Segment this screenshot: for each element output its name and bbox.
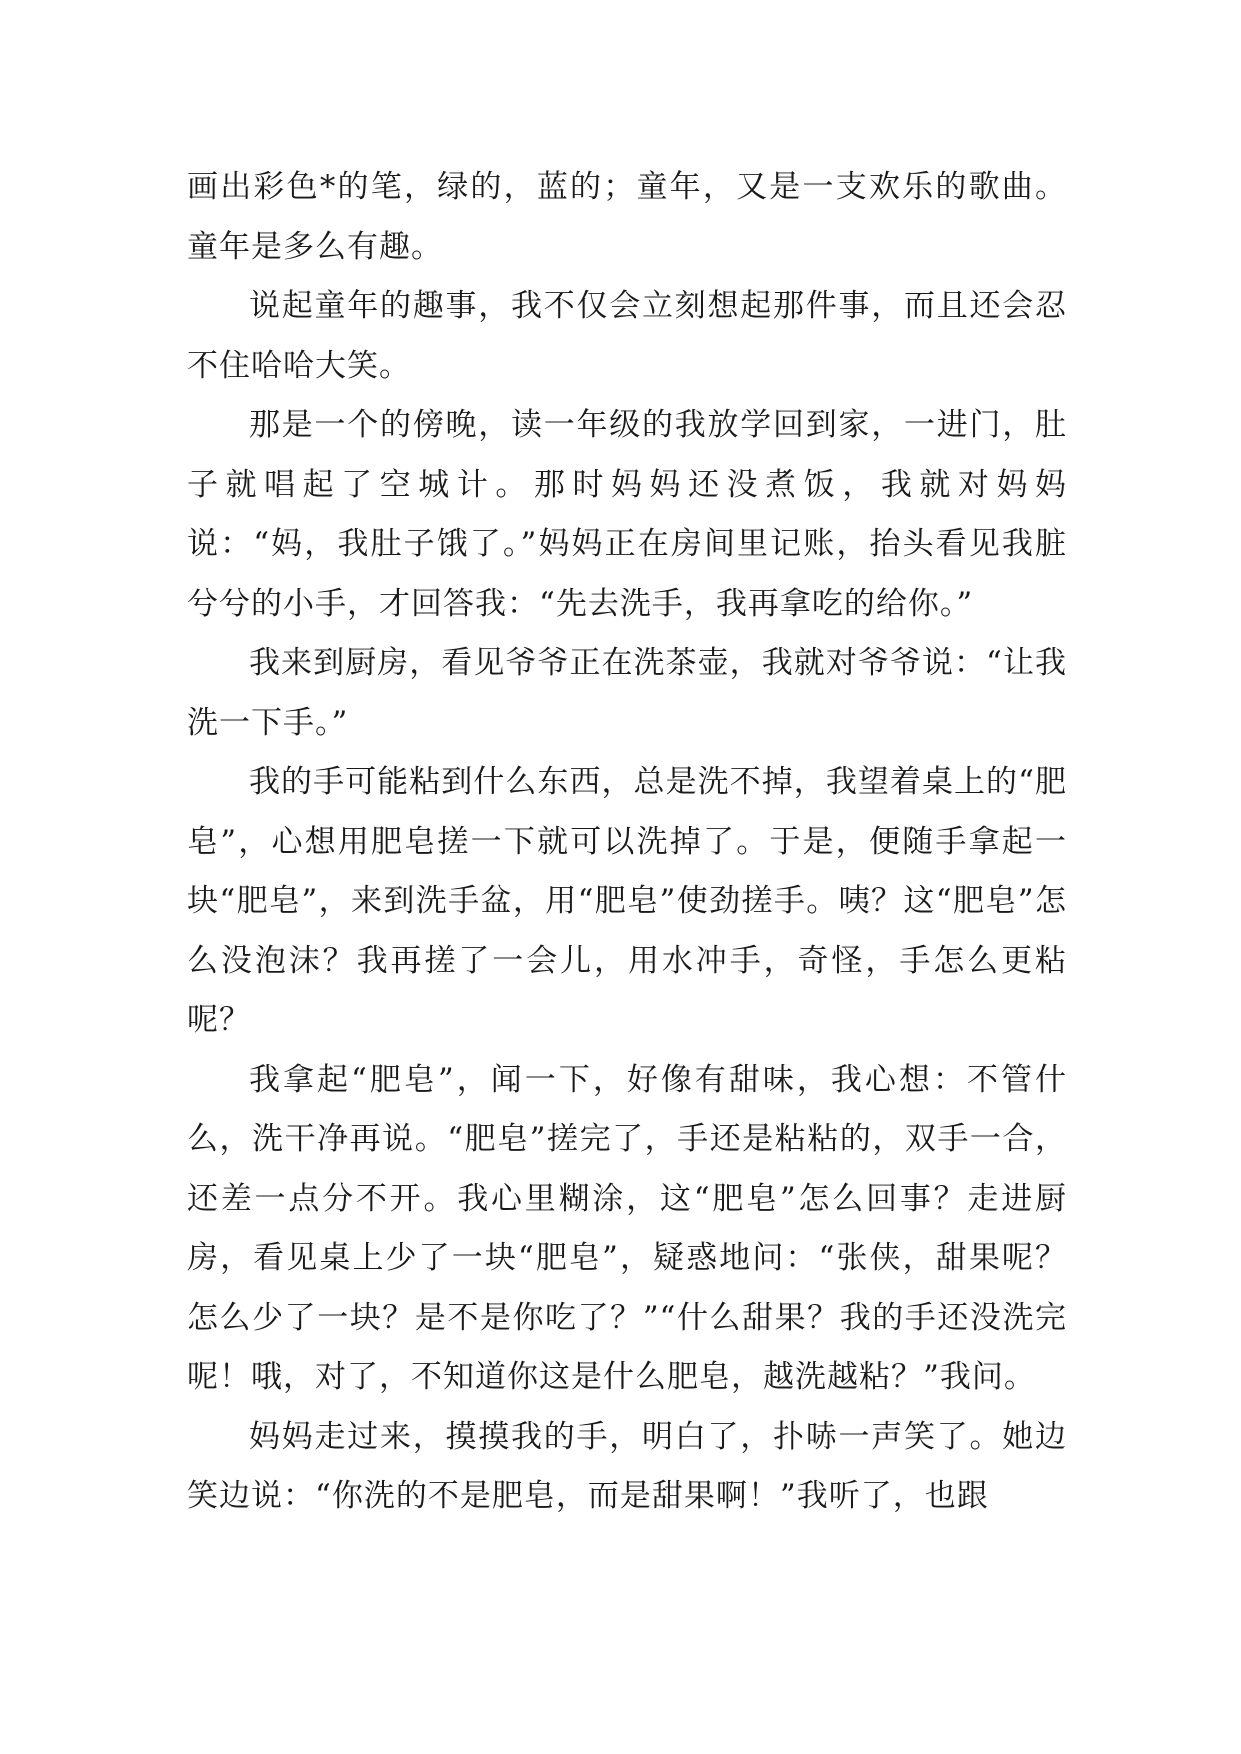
paragraph-6: 我拿起“肥皂”，闻一下，好像有甜味，我心想：不管什么，洗干净再说。“肥皂”搓完了，手还是粘粘的，双手一合，还差一点分不开。我心里糊涂，这“肥皂”怎么回事？走进厨房，看见桌上少了一块“肥皂”，疑惑地问：“张侠，甜果呢？怎么少了一块？是不是你吃了？”“什么甜果？我的手还没洗完呢！哦，对了，不知道你这是什么肥皂，越洗越粘？”我问。 bbox=[187, 1061, 1067, 1395]
paragraph-2: 说起童年的趣事，我不仅会立刻想起那件事，而且还会忍不住哈哈大笑。 bbox=[187, 288, 1067, 384]
paragraph-3: 那是一个的傍晚，读一年级的我放学回到家，一进门，肚子就唱起了空城计。那时妈妈还没煮饭，我就对妈妈说：“妈，我肚子饿了。”妈妈正在房间里记账，抬头看见我脏兮兮的小手，才回答我：“先去洗手，我再拿吃的给你。” bbox=[187, 407, 1067, 622]
paragraph-7: 妈妈走过来，摸摸我的手，明白了，扑哧一声笑了。她边笑边说：“你洗的不是肥皂，而是甜果啊！”我听了，也跟 bbox=[187, 1418, 1067, 1514]
paragraph-5: 我的手可能粘到什么东西，总是洗不掉，我望着桌上的“肥皂”，心想用肥皂搓一下就可以洗掉了。于是，便随手拿起一块“肥皂”，来到洗手盆，用“肥皂”使劲搓手。咦？这“肥皂”怎么没泡沫？我再搓了一会儿，用水冲手，奇怪，手怎么更粘呢？ bbox=[187, 764, 1067, 1038]
paragraph-1: 画出彩色*的笔，绿的，蓝的；童年，又是一支欢乐的歌曲。童年是多么有趣。 bbox=[187, 169, 1067, 265]
document-body bbox=[187, 158, 1067, 1527]
paragraph-4: 我来到厨房，看见爷爷正在洗茶壶，我就对爷爷说：“让我洗一下手。” bbox=[187, 645, 1067, 741]
